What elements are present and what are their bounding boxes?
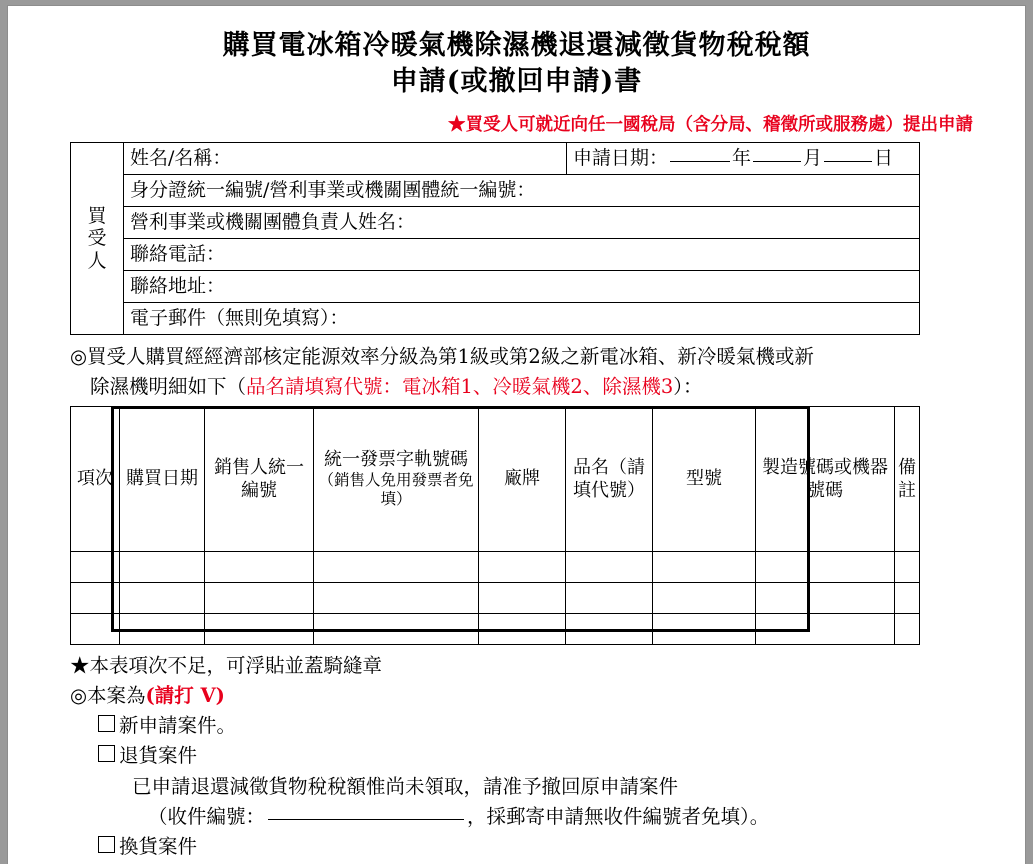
product-code-note: 品名請填寫代號：電冰箱1、冷暖氣機2、除濕機3 bbox=[246, 374, 674, 398]
col-header-invoice-number bbox=[314, 406, 479, 551]
cell-serial-number[interactable] bbox=[756, 551, 895, 582]
cell-brand[interactable] bbox=[479, 582, 566, 613]
cell-remark[interactable] bbox=[895, 551, 920, 582]
col-header-purchase-date: 購買日期 bbox=[120, 406, 205, 551]
cell-purchase-date[interactable] bbox=[120, 551, 205, 582]
insufficient-rows-note: ★本表項次不足，可浮貼並蓋騎縫章 bbox=[70, 653, 383, 677]
cell-serial-number[interactable] bbox=[756, 582, 895, 613]
cell-brand[interactable] bbox=[479, 551, 566, 582]
buyer-vertical-label-char-3: 人 bbox=[87, 250, 107, 273]
case-type-heading bbox=[70, 681, 963, 711]
col-header-invoice-number-note: （銷售人免用發票者免填） bbox=[318, 470, 474, 509]
checkbox-icon[interactable] bbox=[98, 745, 115, 762]
checkbox-icon[interactable] bbox=[98, 715, 115, 732]
cell-item-no[interactable] bbox=[71, 613, 120, 644]
col-header-seller-id: 銷售人統一編號 bbox=[205, 406, 314, 551]
col-header-item-no: 項次 bbox=[71, 406, 120, 551]
return-goods-receipt-suffix: ，採郵寄申請無收件編號者免填）。 bbox=[467, 804, 770, 828]
cell-item-no[interactable] bbox=[71, 551, 120, 582]
cell-model[interactable] bbox=[653, 551, 756, 582]
col-header-brand: 廠牌 bbox=[479, 406, 566, 551]
date-month-blank[interactable] bbox=[753, 160, 801, 162]
cell-product-name[interactable] bbox=[566, 551, 653, 582]
purchase-description-paragraph bbox=[70, 342, 963, 401]
buyer-vertical-label-char-2: 受 bbox=[87, 227, 107, 250]
col-header-invoice-number-text: 統一發票字軌號碼 bbox=[324, 448, 468, 470]
date-day-blank[interactable] bbox=[824, 160, 872, 162]
col-header-remark: 備註 bbox=[895, 406, 920, 551]
form-title-block bbox=[8, 6, 1025, 99]
application-date-field[interactable] bbox=[567, 143, 920, 175]
col-header-serial-number: 製造號碼或機器號碼 bbox=[756, 406, 895, 551]
return-goods-receipt-line bbox=[148, 802, 963, 832]
buyer-responsible-person-field[interactable]: 營利事業或機關團體負責人姓名： bbox=[124, 207, 920, 239]
option-exchange-goods-label: 換貨案件 bbox=[119, 835, 198, 859]
purchase-description-line-2 bbox=[70, 372, 963, 401]
case-type-heading-hint: (請打 V) bbox=[145, 683, 225, 707]
table-row bbox=[71, 207, 920, 239]
document-page bbox=[8, 6, 1025, 864]
cell-purchase-date[interactable] bbox=[120, 613, 205, 644]
option-new-application-label: 新申請案件。 bbox=[119, 714, 237, 738]
table-row bbox=[71, 303, 920, 335]
cell-serial-number[interactable] bbox=[756, 613, 895, 644]
checkbox-icon[interactable] bbox=[98, 836, 115, 853]
application-date-label: 申請日期： bbox=[573, 147, 669, 170]
table-row bbox=[71, 271, 920, 303]
date-month-unit: 月 bbox=[803, 147, 823, 170]
option-new-application[interactable] bbox=[98, 711, 963, 741]
cell-purchase-date[interactable] bbox=[120, 582, 205, 613]
col-header-model: 型號 bbox=[653, 406, 756, 551]
option-return-goods[interactable] bbox=[98, 741, 963, 771]
table-row bbox=[71, 175, 920, 207]
cell-seller-id[interactable] bbox=[205, 551, 314, 582]
purchase-description-line-2-prefix: 除濕機明細如下（ bbox=[90, 374, 247, 398]
cell-product-name[interactable] bbox=[566, 613, 653, 644]
purchase-description-line-1: ◎買受人購買經經濟部核定能源效率分級為第1級或第2級之新電冰箱、新冷暖氣機或新 bbox=[70, 345, 814, 369]
filing-notice: ★買受人可就近向任一國稅局（含分局、稽徵所或服務處）提出申請 bbox=[448, 115, 973, 136]
case-type-heading-prefix: ◎本案為 bbox=[70, 683, 146, 707]
date-day-unit: 日 bbox=[874, 147, 894, 170]
table-row bbox=[71, 613, 920, 644]
table-row bbox=[71, 143, 920, 175]
buyer-address-field[interactable]: 聯絡地址： bbox=[124, 271, 920, 303]
form-title-line-1: 購買電冰箱冷暖氣機除濕機退還減徵貨物稅稅額 bbox=[222, 30, 811, 61]
date-year-unit: 年 bbox=[732, 147, 752, 170]
return-goods-receipt-prefix: （收件編號： bbox=[148, 804, 266, 828]
cell-seller-id[interactable] bbox=[205, 613, 314, 644]
cell-remark[interactable] bbox=[895, 613, 920, 644]
cell-brand[interactable] bbox=[479, 613, 566, 644]
cell-remark[interactable] bbox=[895, 582, 920, 613]
date-year-blank[interactable] bbox=[670, 160, 730, 162]
purchase-detail-section bbox=[70, 406, 920, 645]
form-title-line-2: 申請(或撤回申請)書 bbox=[390, 65, 643, 97]
cell-invoice-number[interactable] bbox=[314, 613, 479, 644]
buyer-info-section bbox=[70, 142, 920, 335]
purchase-detail-table bbox=[70, 406, 920, 645]
buyer-id-number-field[interactable]: 身分證統一編號/營利事業或機關團體統一編號： bbox=[124, 175, 920, 207]
case-type-section bbox=[70, 651, 963, 863]
cell-model[interactable] bbox=[653, 582, 756, 613]
cell-invoice-number[interactable] bbox=[314, 582, 479, 613]
table-header-row bbox=[71, 406, 920, 551]
option-return-goods-label: 退貨案件 bbox=[119, 744, 198, 768]
cell-item-no[interactable] bbox=[71, 582, 120, 613]
cell-model[interactable] bbox=[653, 613, 756, 644]
table-row bbox=[71, 239, 920, 271]
buyer-info-table bbox=[70, 142, 920, 335]
form-sheet bbox=[8, 6, 1025, 862]
table-row bbox=[71, 582, 920, 613]
buyer-phone-field[interactable]: 聯絡電話： bbox=[124, 239, 920, 271]
cell-seller-id[interactable] bbox=[205, 582, 314, 613]
col-header-product-name: 品名（請填代號） bbox=[566, 406, 653, 551]
buyer-name-field[interactable]: 姓名/名稱： bbox=[124, 143, 567, 175]
return-goods-detail: 已申請退還減徵貨物稅稅額惟尚未領取，請准予撤回原申請案件 bbox=[132, 774, 679, 798]
buyer-email-field[interactable]: 電子郵件（無則免填寫）： bbox=[124, 303, 920, 335]
option-exchange-goods[interactable] bbox=[98, 832, 963, 862]
purchase-description-line-2-suffix: ）： bbox=[673, 374, 703, 398]
table-row bbox=[71, 551, 920, 582]
buyer-vertical-label-char-1: 買 bbox=[87, 204, 107, 227]
buyer-vertical-label bbox=[71, 143, 124, 335]
receipt-number-blank[interactable] bbox=[268, 818, 464, 820]
cell-product-name[interactable] bbox=[566, 582, 653, 613]
cell-invoice-number[interactable] bbox=[314, 551, 479, 582]
